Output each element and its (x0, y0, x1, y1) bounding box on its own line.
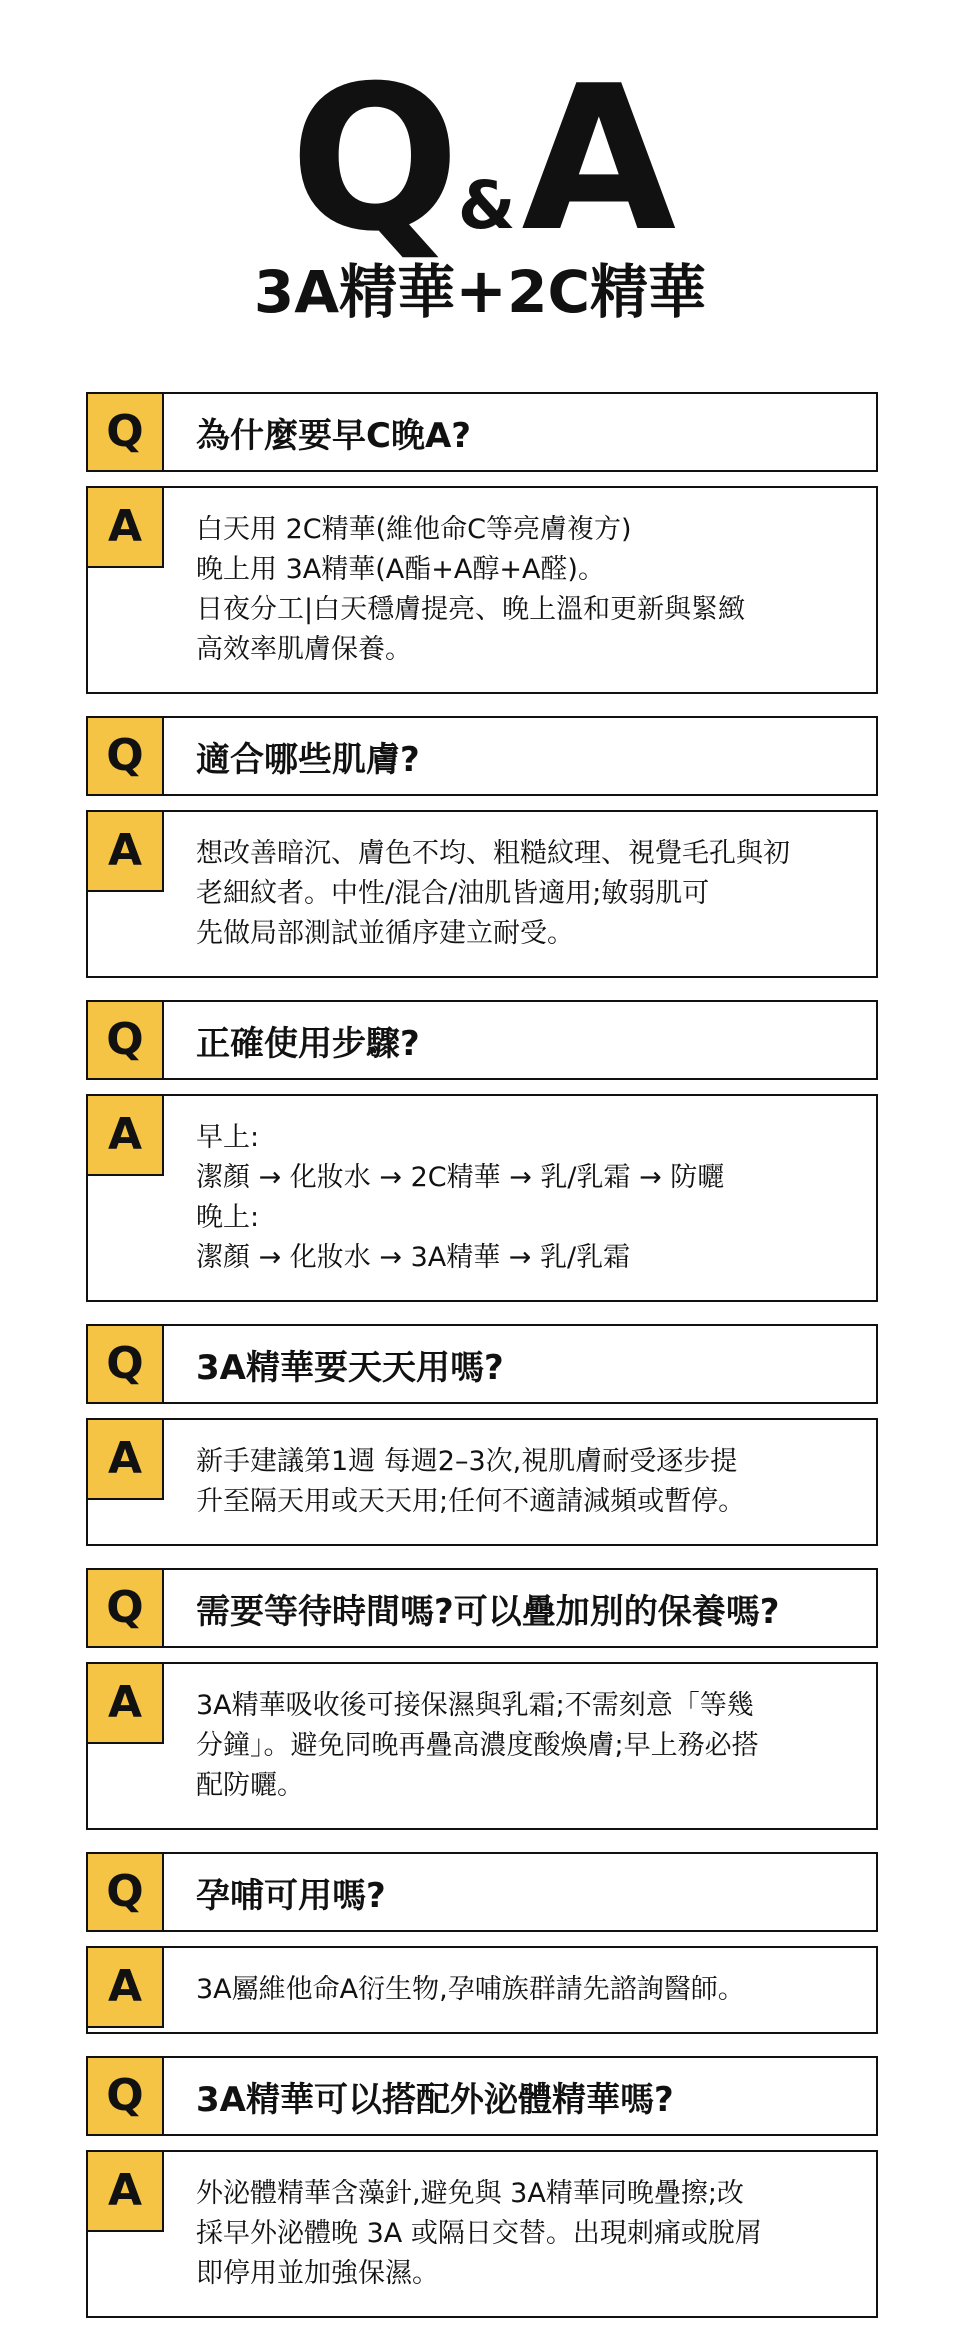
a-badge: A (88, 1664, 164, 1744)
question-block (86, 1324, 878, 1404)
qa-title (0, 43, 960, 276)
q-badge: Q (88, 1002, 164, 1078)
a-badge: A (88, 2152, 164, 2232)
question-text: 需要等待時間嗎?可以疊加別的保養嗎? (196, 1591, 780, 1632)
q-badge: Q (88, 2058, 164, 2134)
subtitle-right: 2C精華 (507, 258, 707, 326)
a-badge: A (88, 812, 164, 892)
title-a: A (521, 43, 671, 276)
answer-text: 3A屬維他命A衍生物,孕哺族群請先諮詢醫師。 (196, 1974, 745, 2005)
a-badge: A (88, 1420, 164, 1500)
q-badge: Q (88, 718, 164, 794)
a-badge: A (88, 1948, 164, 2028)
answer-text: 早上: 潔顏 → 化妝水 → 2C精華 → 乳/乳霜 → 防曬 晚上: 潔顏 → 化妝水 → 3A精華 → 乳/乳霜 (196, 1122, 725, 1273)
answer-text: 3A精華吸收後可接保濕與乳霜;不需刻意「等幾 分鐘」。避免同晚再疊高濃度酸煥膚;早上務必搭 配防曬。 (196, 1690, 759, 1801)
answer-block (86, 1094, 878, 1302)
subtitle (0, 254, 960, 327)
answer-text: 白天用 2C精華(維他命C等亮膚複方) 晚上用 3A精華(A酯+A醇+A醛)。 日夜分工|白天穩膚提亮、晚上溫和更新與緊緻 高效率肌膚保養。 (196, 514, 746, 665)
subtitle-left: 3A精華 (253, 258, 456, 326)
plus-icon: + (455, 254, 508, 327)
a-badge: A (88, 1096, 164, 1176)
answer-text: 新手建議第1週 每週2–3次,視肌膚耐受逐步提 升至隔天用或天天用;任何不適請減頻或暫停。 (196, 1446, 746, 1517)
question-text: 3A精華要天天用嗎? (196, 1347, 504, 1388)
question-block (86, 1568, 878, 1648)
title-ampersand: & (457, 167, 516, 244)
answer-block (86, 1418, 878, 1546)
question-block (86, 716, 878, 796)
question-text: 正確使用步驟? (196, 1023, 420, 1064)
qa-list (86, 392, 878, 2340)
question-block (86, 2056, 878, 2136)
answer-block (86, 486, 878, 694)
q-badge: Q (88, 1854, 164, 1930)
answer-block (86, 1946, 878, 2034)
header (0, 0, 960, 340)
title-q: Q (289, 43, 454, 276)
question-block (86, 1000, 878, 1080)
question-text: 適合哪些肌膚? (196, 739, 420, 780)
question-text: 3A精華可以搭配外泌體精華嗎? (196, 2079, 674, 2120)
q-badge: Q (88, 1570, 164, 1646)
a-badge: A (88, 488, 164, 568)
answer-block (86, 810, 878, 978)
question-block (86, 392, 878, 472)
answer-block (86, 2150, 878, 2318)
answer-text: 想改善暗沉、膚色不均、粗糙紋理、視覺毛孔與初 老細紋者。中性/混合/油肌皆適用;敏弱肌可 先做局部測試並循序建立耐受。 (196, 838, 790, 949)
question-text: 為什麼要早C晚A? (196, 415, 471, 456)
q-badge: Q (88, 394, 164, 470)
question-block (86, 1852, 878, 1932)
answer-block (86, 1662, 878, 1830)
question-text: 孕哺可用嗎? (196, 1875, 386, 1916)
answer-text: 外泌體精華含藻針,避免與 3A精華同晚疊擦;改 採早外泌體晚 3A 或隔日交替。出現刺痛或脫屑 即停用並加強保濕。 (196, 2178, 762, 2289)
q-badge: Q (88, 1326, 164, 1402)
